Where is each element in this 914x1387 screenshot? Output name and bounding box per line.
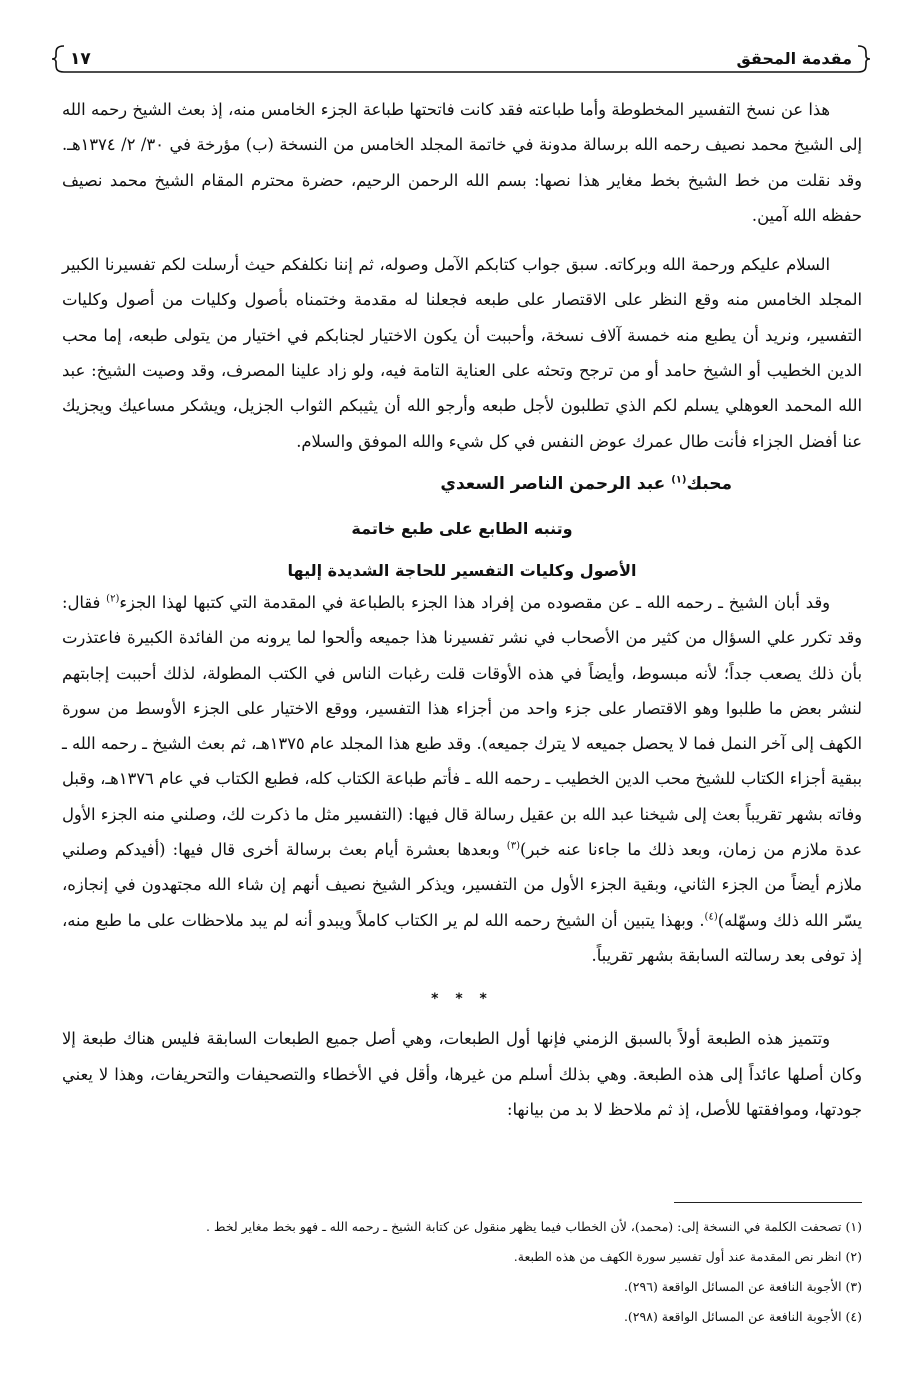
footnote-ref-3: (٣) [506,840,520,852]
main-body [62,92,862,1127]
paragraph-printing-history: هذا عن نسخ التفسير المخطوطة وأما طباعته فقد كانت فاتحتها طباعة الجزء الخامس منه، إذ بعث الشيخ رحمه الله إلى الشيخ محمد نصيف رحمه الله برسالة مدونة في خاتمة المجلد الخامس من النسخة (ب) مؤرخة في ٣٠/ ٢/ ١٣٧٤هـ. وقد نقلت من خط الشيخ بخط مغاير هذا نصها: بسم الله الرحمن الرحيم، حضرة محترم المقام الشيخ محمد نصيف حفظه الله آمين. [62,100,862,225]
paragraph-edition-features: وتتميز هذه الطبعة أولاً بالسبق الزمني فإنها أول الطبعات، وهي أصل جميع الطبعات السابقة فليس هناك طبعة إلا وكان أصلها عائداً إلى هذه الطبعة. وهي بذلك أسلم من غيرها، وأقل في الأخطاء والتصحيفات والتحريفات، وهذا لا يعني جودتها، وموافقتها للأصل، إذ ثم ملاحظ لا بد من بيانها: [62,1029,862,1119]
footnote-ref-1: (١) [671,474,687,486]
section-separator-asterisks: * * * [431,991,493,1008]
paragraph-author-purpose [62,585,862,973]
footnote-1: (١) تصحفت الكلمة في النسخة إلى: (محمد)، لأن الخطاب فيما يظهر منقول عن كتابة الشيخ ـ رحمه الله ـ فهو بخط مغاير لخط . [205,1219,862,1234]
footnote-divider [674,1202,862,1203]
paragraph-letter-text: السلام عليكم ورحمة الله وبركاته. سبق جواب كتابكم الآمل وصوله، ثم إننا نكلفكم حيث أرسلت لكم تفسيرنا الكبير المجلد الخامس منه وقع النظر على الاقتصار على طبعه فجعلنا له مقدمة وختمناه بأصول وكليات من أصول وكليات التفسير، ونريد أن يطبع منه خمسة آلاف نسخة، وأحببت أن يكون الاختيار لجنابكم في اختيار من يتولى طبعه، إما محب الدين الخطيب أو الشيخ حامد أو من ترجح وتحثه على العناية التامة فيه، ولو زاد علينا المصرف، وقد وصيت الشيخ: عبد الله المحمد العوهلي يسلم لكم الذي تطلبون لأجل طبعه وأرجو الله أن يثيبكم الثواب الجزيل، ويشكر مساعيك ويجزيك عنا أفضل الجزاء فأنت طال عمرك عوض النفس في كل شيء والله الموفق والسلام. [62,255,862,451]
signature-salutation: محبك [686,473,732,494]
letter-signature [62,471,732,497]
running-header [52,44,870,74]
footnote-3: (٣) الأجوبة النافعة عن المسائل الواقعة (٢٩٦). [623,1279,862,1294]
footnote-2: (٢) انظر نص المقدمة عند أول تفسير سورة الكهف من هذه الطبعة. [513,1249,862,1264]
paragraph-author-purpose-part-c: وبعدها بعشرة أيام بعث برسالة أخرى قال فيها: (أفيدكم وصلني ملازم أيضاً من الجزء الثاني، وبقية الجزء الأول من التفسير، ويذكر الشيخ نصيف أنهم إن شاء الله مجتهدون في إنجازه، يسّر الله ذلك وسهّله) [62,840,862,930]
section-heading-line-2: الأصول وكليات التفسير للحاجة الشديدة إليها [287,560,637,580]
section-heading-line-1: وتنبه الطابع على طبع خاتمة [351,518,573,538]
footnotes-section [52,1212,862,1332]
paragraph-author-purpose-part-b: فقال: وقد تكرر علي السؤال من كثير من الأصحاب في نشر تفسيرنا هذا جميعه وألحوا لما يرونه من الفائدة الكبيرة فاعتذرت بأن ذلك يصعب جداً؛ لأنه مبسوط، وأيضاً في هذه الأوقات قلت رغبات الناس في الكتب المطولة، لذلك أحببت إجابتهم لنشر بعض ما طلبوا وهو الاقتصار على جزء واحد من أجزاء هذا التفسير، ووقع الاختيار على الجزء الأوسط من سورة الكهف إلى آخر النمل فما لا يحصل جميعه لا يترك جميعه). وقد طبع هذا المجلد عام ١٣٧٥هـ، ثم بعث الشيخ ـ رحمه الله ـ ببقية أجزاء الكتاب للشيخ محب الدين الخطيب ـ رحمه الله ـ فأتم طباعة الكتاب كله، فطبع الكتاب في عام ١٣٧٦هـ، وقبل وفاته بشهر تقريباً بعث إلى شيخنا عبد الله بن عقيل رسالة قال فيها: (التفسير مثل ما ذكرت لك، وصلني منه الجزء الأول عدة ملازم من زمان، وبعد ذلك ما جاءنا عنه خبر) [62,592,862,860]
running-header-title: مقدمة المحقق [736,49,852,68]
paragraph-author-purpose-part-a: وقد أبان الشيخ ـ رحمه الله ـ عن مقصوده من إفراد هذا الجزء بالطباعة في المقدمة التي كتبها لهذا الجزء [119,592,830,612]
footnote-ref-2: (٢) [106,593,120,605]
page-number: ١٧ [70,49,91,69]
paragraph-author-purpose-part-d: . وبهذا يتبين أن الشيخ رحمه الله لم ير الكتاب كاملاً ويبدو أنه لم يبد ملاحظات على ما طبع منه، إذ توفى بعد رسالته السابقة بشهر تقريباً. [62,910,862,965]
footnote-ref-4: (٤) [704,911,718,923]
footnote-4: (٤) الأجوبة النافعة عن المسائل الواقعة (٢٩٨). [623,1309,862,1324]
signature-name: عبد الرحمن الناصر السعدي [440,473,672,494]
